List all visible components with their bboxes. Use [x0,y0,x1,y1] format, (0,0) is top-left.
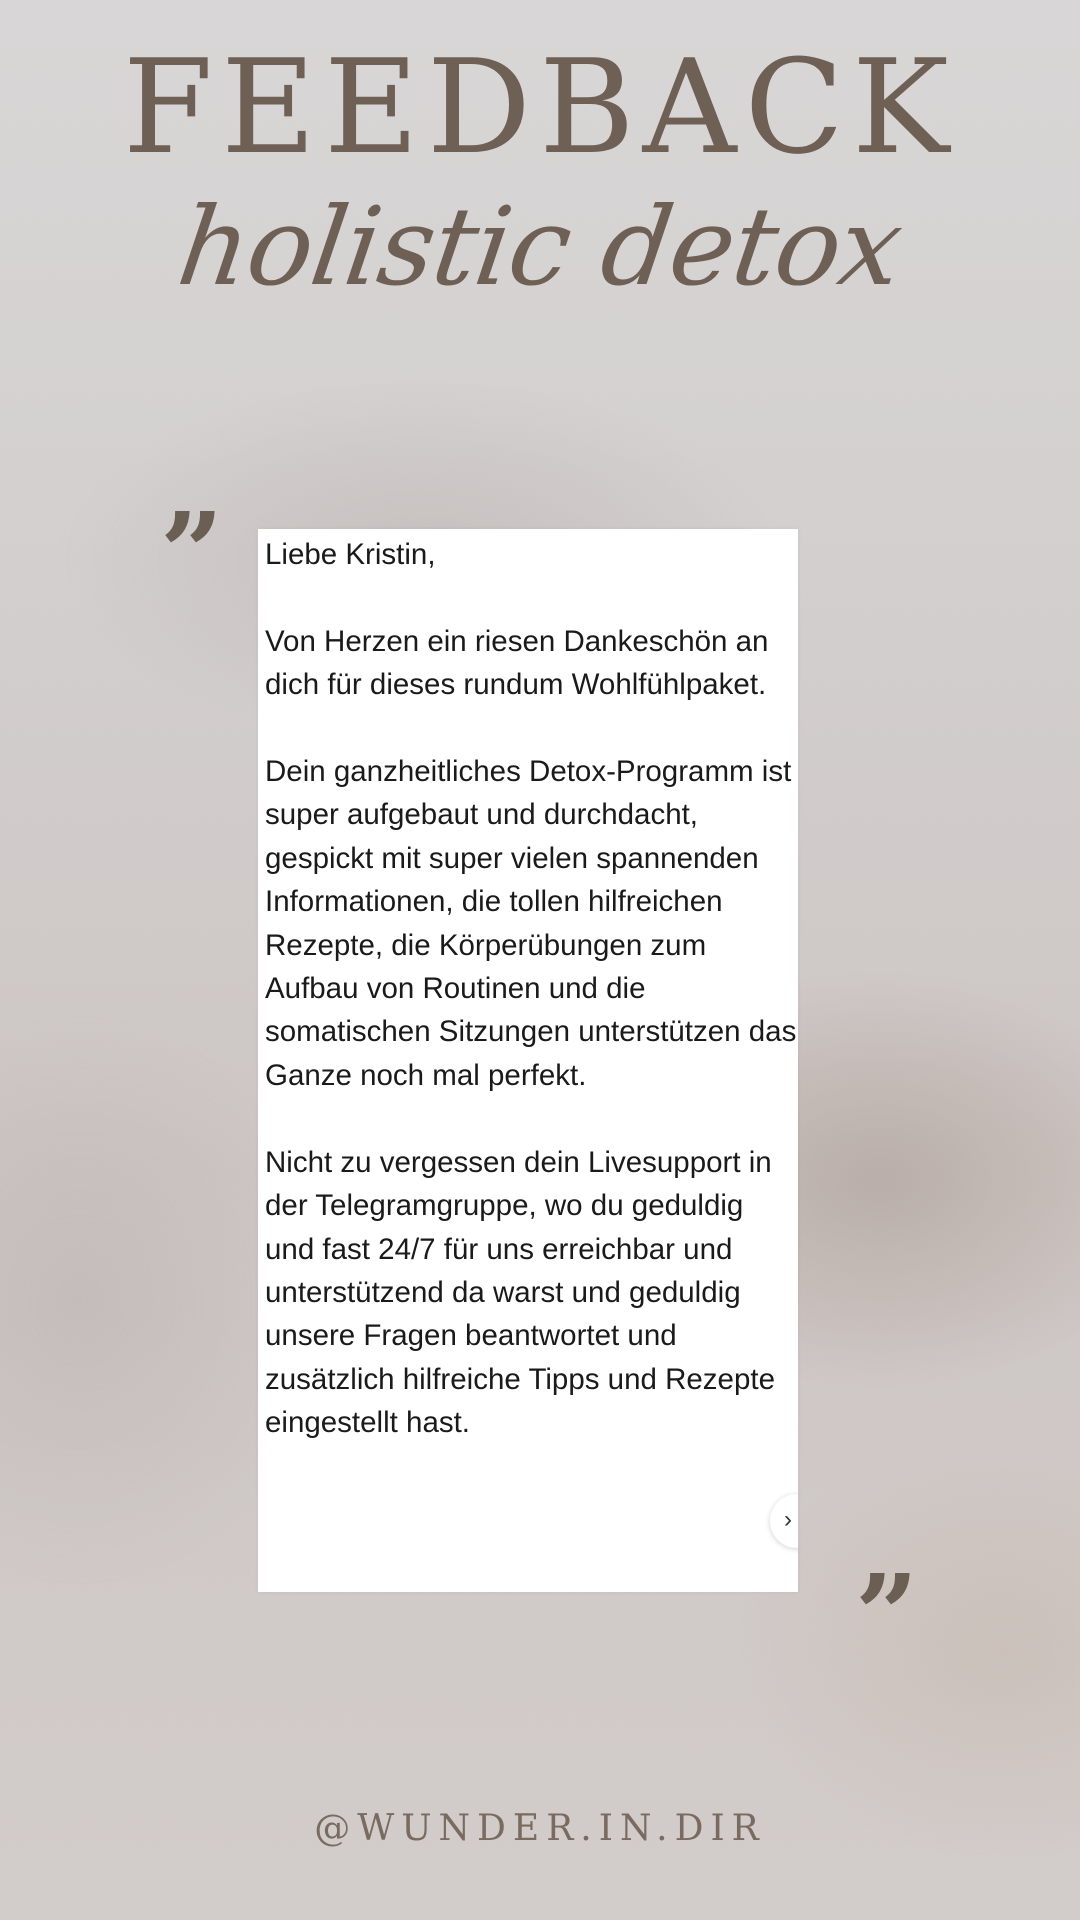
scroll-down-button[interactable] [770,1494,798,1548]
page-subtitle: holistic detox [171,185,909,310]
open-quote-icon: ” [160,488,224,617]
social-handle: @WUNDER.IN.DIR [314,1808,766,1849]
close-quote-icon: ” [855,1550,919,1679]
page-title: FEEDBACK [122,31,958,183]
message-screenshot-card [258,529,798,1592]
chevron-down-icon: › [784,1506,792,1533]
feedback-message-text: Liebe Kristin, Von Herzen ein riesen Dankeschön an dich für dieses rundum Wohlfühlpaket. Dein ganzheitliches Detox-Programm ist super aufgebaut und durchdacht, gespickt mit super vielen spannenden Informationen, die tollen hilfreichen Rezepte, die Körperübungen zum Aufbau von Routinen und die somatischen Sitzungen unterstützen das Ganze noch mal perfekt. Nicht zu vergessen dein Livesupport in der Telegramgruppe, wo du geduldig und fast 24/7 für uns erreichbar und unterstützend da warst und geduldig unsere Fragen beantwortet und zusätzlich hilfreiche Tipps und Rezepte eingestellt hast. [265,538,797,1440]
